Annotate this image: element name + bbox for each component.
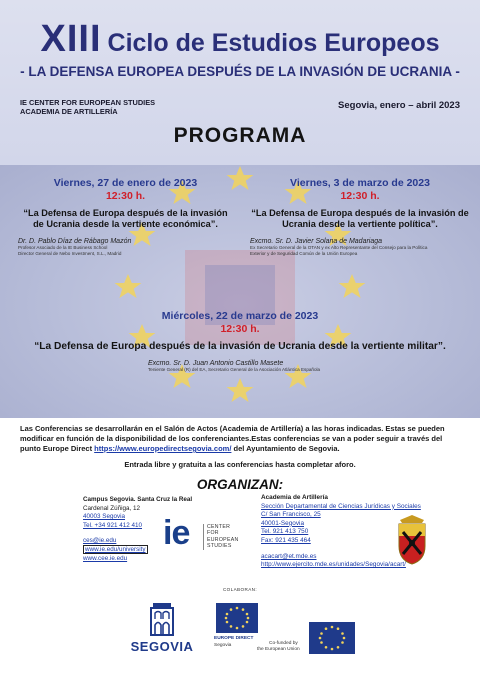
academia-web-link[interactable]: http://www.ejercito.mde.es/unidades/Segovia/acart/ xyxy=(261,561,406,569)
ie-cee-link[interactable]: www.cee.ie.edu xyxy=(83,554,128,562)
talk-3 xyxy=(10,310,470,373)
talk-date: Miércoles, 22 de marzo de 2023 xyxy=(161,310,319,322)
ie-logo-line: CENTER xyxy=(207,524,231,530)
header-band xyxy=(0,0,480,165)
flag-star xyxy=(227,378,254,402)
academia-name: Academia de Artillería xyxy=(261,494,328,501)
segovia-logo xyxy=(130,601,194,661)
talk-title: “La Defensa de Europa después de la invasión de Ucrania desde la vertiente militar”. xyxy=(34,341,446,352)
edition-numeral: XIII xyxy=(40,18,102,60)
organizer-ie: IE CENTER FOR EUROPEAN STUDIES xyxy=(20,98,156,107)
ie-university-link[interactable]: www.ie.edu/university xyxy=(85,545,146,553)
academia-dept: Sección Departamental de Ciencias Jurídicas y Sociales xyxy=(261,502,421,510)
talk-time: 12:30 h. xyxy=(340,190,380,202)
notes-text: del Ayuntamiento de Segovia. xyxy=(231,444,340,453)
ie-zip: 40003 Segovia xyxy=(83,513,126,521)
ie-campus: Campus Segovia. Santa Cruz la Real xyxy=(83,496,193,503)
talk-speaker: Dr. D. Pablo Díaz de Rábago Mazón xyxy=(18,238,132,245)
cofunded-label: the European Union xyxy=(257,647,300,652)
talk-2 xyxy=(250,177,470,257)
ie-logo-line: EUROPEAN xyxy=(207,536,239,543)
flag-star xyxy=(339,274,366,298)
talk-time: 12:30 h. xyxy=(105,190,146,202)
program-panel xyxy=(0,165,480,418)
ie-phone[interactable]: Tel. +34 921 412 410 xyxy=(83,521,142,529)
organizer-academia: ACADEMIA DE ARTILLERÍA xyxy=(20,107,118,116)
academia-zip: 40001-Segovia xyxy=(261,519,304,527)
eu-cofunded-logo xyxy=(253,622,357,656)
talk-date: Viernes, 3 de marzo de 2023 xyxy=(290,177,430,189)
talk-speaker: Excmo. Sr. D. Javier Solana de Madariaga xyxy=(250,238,383,245)
talk-1 xyxy=(18,177,233,257)
speaker-role: Exterior y de Seguridad Común de la Unión Europea xyxy=(250,251,358,256)
talk-title: “La Defensa de Europa después de la invasión de Ucrania desde la vertiente económica”. xyxy=(23,208,228,229)
europe-direct-city: Segovia xyxy=(214,643,232,648)
ie-email-link[interactable]: ces@ie.edu xyxy=(83,537,117,545)
ie-street: Cardenal Zúñiga, 12 xyxy=(83,504,141,512)
venue-notes xyxy=(20,424,464,454)
speaker-role: Profesor Asociado de la IE Business School xyxy=(18,245,108,250)
academia-street: C/ San Francisco, 25 xyxy=(261,511,321,519)
cofunded-label: Co-funded by xyxy=(269,641,298,646)
event-subtitle: - LA DEFENSA EUROPEA DESPUÉS DE LA INVASIÓN DE UCRANIA - xyxy=(20,64,460,79)
place-date: Segovia, enero – abril 2023 xyxy=(338,100,460,111)
event-title-text: Ciclo de Estudios Europeos xyxy=(107,29,440,57)
organizan-heading: ORGANIZAN: xyxy=(196,477,284,492)
segovia-aqueduct-icon xyxy=(147,601,177,637)
academia-fax: Fax: 921 435 464 xyxy=(261,536,311,544)
talk-date: Viernes, 27 de enero de 2023 xyxy=(53,177,198,189)
ie-logo-line: STUDIES xyxy=(207,543,232,550)
event-title xyxy=(0,18,480,61)
academia-phone[interactable]: Tel. 921 413 750 xyxy=(261,528,309,536)
academia-email-link[interactable]: acacart@et.mde.es xyxy=(261,552,317,560)
notes-text: Las Conferencias se desarrollarán en el Salón de Actos (Academia de Artillería) a las horas indicadas. Estas se pueden modificar en función de la disponibilidad de los conferenciantes.Estas conferencias se van a poder seguir a través del punto Europe Direct xyxy=(20,424,445,453)
ie-logo xyxy=(163,514,248,558)
europe-direct-link[interactable]: https://www.europedirectsegovia.com/ xyxy=(94,444,232,453)
colaboran-heading: COLABORAN: xyxy=(222,587,258,592)
speaker-role: Director General de Nebo Investment, S.L., Madrid xyxy=(18,251,122,256)
flag-star xyxy=(115,274,142,298)
segovia-wordmark: SEGOVIA xyxy=(130,639,194,654)
ie-mark: ie xyxy=(163,514,190,552)
speaker-role: Ex Secretario General de la OTAN y ex Alto Representante del Consejo para la Política xyxy=(250,245,428,250)
programa-heading: PROGRAMA xyxy=(173,124,307,147)
eu-flag-icon xyxy=(309,622,355,654)
organizers-header xyxy=(20,98,155,116)
speaker-role: Teniente General (R) del EA, Secretario General de la Asociación Atlántica Española xyxy=(148,367,321,372)
talk-speaker: Excmo. Sr. D. Juan Antonio Castillo Masete xyxy=(148,360,284,367)
eu-flag-icon xyxy=(216,603,258,633)
artillery-crest-icon xyxy=(392,514,432,566)
ie-logo-text xyxy=(207,524,239,550)
talk-title: “La Defensa de Europa después de la invasión de Ucrania desde la vertiente política”. xyxy=(251,208,469,229)
logo-divider xyxy=(203,524,204,550)
ie-logo-line: FOR xyxy=(207,530,219,537)
free-entry-note: Entrada libre y gratuita a las conferencias hasta completar aforo. xyxy=(124,460,356,469)
talk-time: 12:30 h. xyxy=(220,323,260,335)
europe-direct-label: EUROPE DIRECT xyxy=(214,636,254,641)
